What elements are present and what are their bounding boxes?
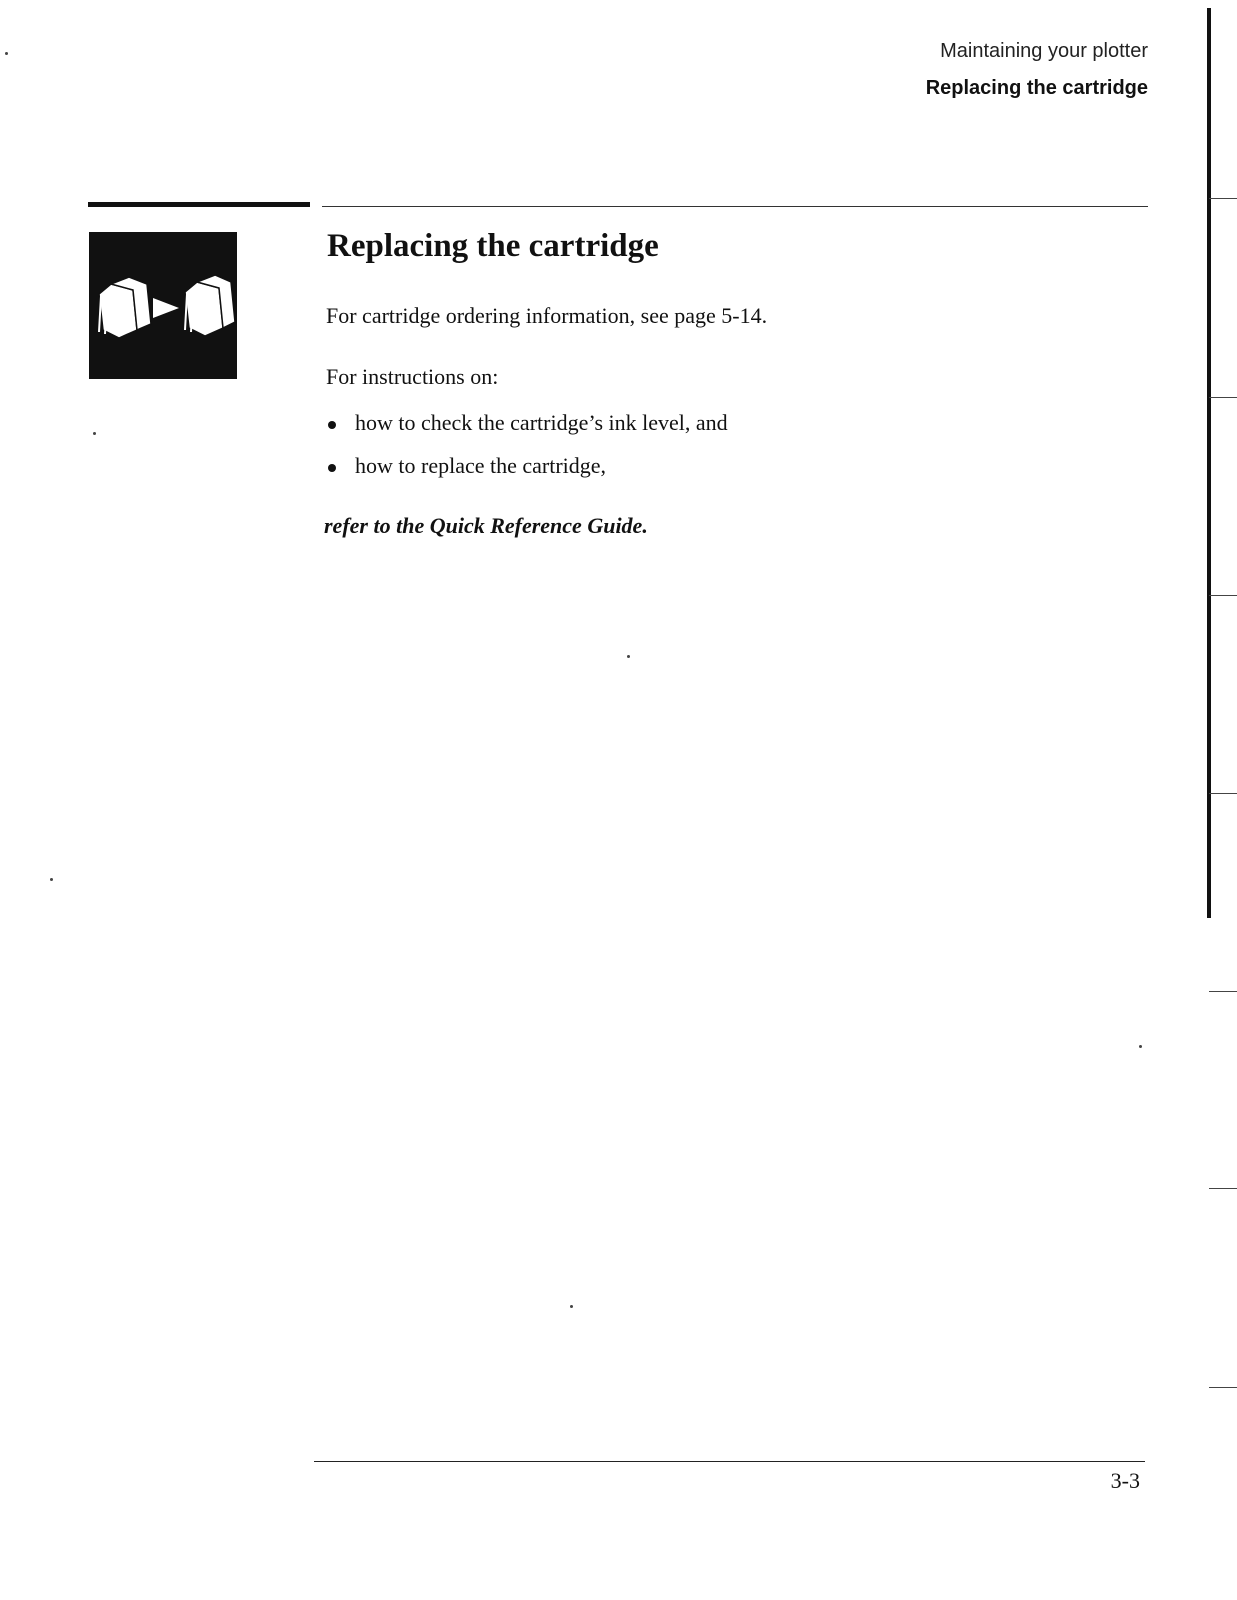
instruction-list <box>326 410 728 496</box>
section-rule-thin <box>322 206 1148 207</box>
section-rule-thick <box>88 202 310 207</box>
thumb-tab-tick <box>1209 397 1237 398</box>
thumb-tab-tick <box>1209 793 1237 794</box>
thumb-tab-tick <box>1209 991 1237 992</box>
list-item-text: how to replace the cartridge, <box>355 453 607 478</box>
scan-speck <box>570 1305 573 1308</box>
scan-speck <box>1139 1045 1142 1048</box>
thumb-tab-tick <box>1209 198 1237 199</box>
section-title: Replacing the cartridge <box>327 228 659 264</box>
thumb-tab-tick <box>1209 1387 1237 1388</box>
bullet-dot <box>328 464 336 472</box>
ordering-info-text: For cartridge ordering information, see page 5-14. <box>326 303 768 328</box>
bullet-dot <box>328 421 336 429</box>
page-number: 3-3 <box>1110 1468 1140 1493</box>
reference-note: refer to the Quick Reference Guide. <box>324 513 648 538</box>
list-item <box>326 453 728 496</box>
scan-speck <box>50 878 53 881</box>
footer-rule <box>314 1461 1145 1462</box>
header-chapter: Maintaining your plotter <box>940 40 1148 62</box>
cartridge-replace-icon <box>89 232 237 379</box>
header-section: Replacing the cartridge <box>925 77 1148 99</box>
scan-speck <box>627 655 630 658</box>
list-item-text: how to check the cartridge’s ink level, and <box>355 410 728 435</box>
scan-speck <box>93 432 96 435</box>
list-item <box>326 410 728 453</box>
thumb-tab-bar <box>1207 8 1211 918</box>
thumb-tab-tick <box>1209 1188 1237 1189</box>
scan-speck <box>5 52 8 55</box>
thumb-tab-tick <box>1209 595 1237 596</box>
instructions-intro: For instructions on: <box>326 364 499 389</box>
